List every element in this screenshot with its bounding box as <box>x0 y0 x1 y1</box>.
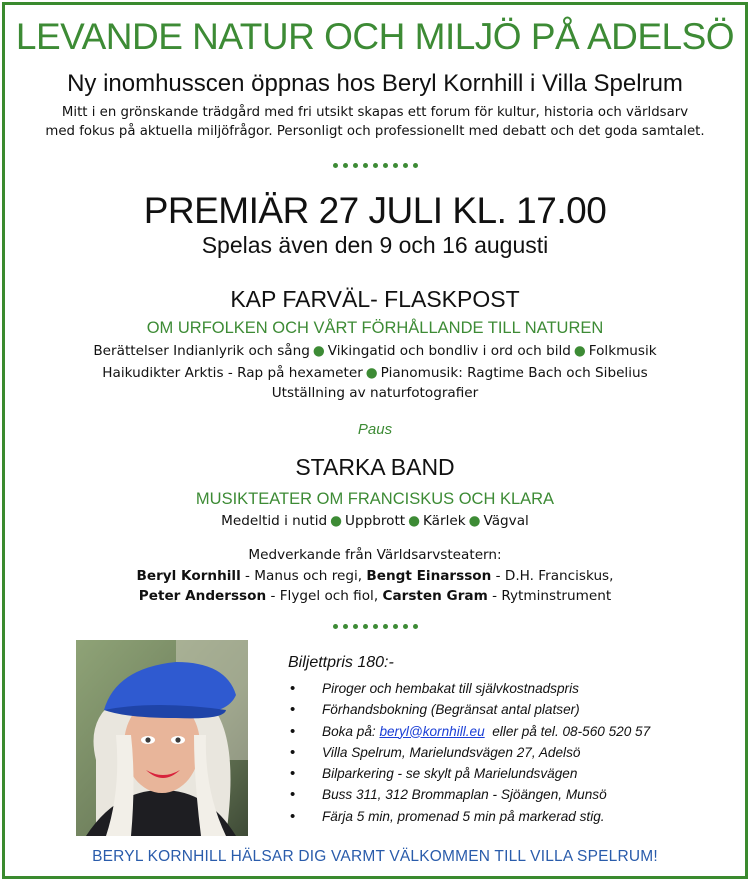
list-item: • Buss 311, 312 Brommaplan - Sjöängen, Munsö <box>288 784 728 805</box>
portrait-image <box>76 640 248 836</box>
list-item: • Färja 5 min, promenad 5 min på markerad stig. <box>288 806 728 827</box>
program-item: Medeltid i nutid <box>221 513 328 529</box>
dot-divider-2 <box>0 624 750 636</box>
credit-name: Beryl Kornhill <box>136 568 241 584</box>
program-item: Uppbrott <box>345 513 406 529</box>
program-item: Vikingatid och bondliv i ord och bild <box>327 343 571 359</box>
page-subtitle: Ny inomhusscen öppnas hos Beryl Kornhill i Villa Spelrum <box>67 70 683 97</box>
intro-line-1: Mitt i en grönskande trädgård med fri utsikt skapas ett forum för kultur, historia och världsarv <box>61 105 689 120</box>
premiere-heading: PREMIÄR 27 JULI KL. 17.00 <box>143 190 607 231</box>
bullet-icon: ● <box>468 513 481 529</box>
bullet-icon: ● <box>330 513 343 529</box>
list-item: • Bilparkering - se skylt på Marielundsvägen <box>288 763 728 784</box>
part1-title: KAP FARVÄL- FLASKPOST <box>230 286 520 312</box>
credit-role: - Flygel och fiol, <box>266 588 383 604</box>
credits-heading: Medverkande från Världsarvsteatern: <box>248 547 502 563</box>
part1-line-3: Utställning av naturfotografier <box>271 385 479 401</box>
part2-subtitle: MUSIKTEATER OM FRANCISKUS OCH KLARA <box>195 490 555 508</box>
program-item: Folkmusik <box>588 343 657 359</box>
credit-name: Bengt Einarsson <box>366 568 492 584</box>
bullet-icon: ● <box>365 365 378 381</box>
part2-line-1 <box>0 511 750 531</box>
ticket-price: Biljettpris 180:- <box>288 654 394 671</box>
credit-role: - Manus och regi, <box>240 568 367 584</box>
booking-phone: eller på tel. 08-560 520 57 <box>484 723 651 739</box>
pause-label: Paus <box>357 421 393 438</box>
intro-line-2: med fokus på aktuella miljöfrågor. Personligt och professionellt med debatt och det goda samtalet. <box>45 124 705 139</box>
credit-role: - Rytminstrument <box>487 588 612 604</box>
booking-label: Boka på: <box>322 723 380 739</box>
ticket-info-list <box>288 678 728 827</box>
list-item: • Förhandsbokning (Begränsat antal platser) <box>288 699 728 720</box>
program-item: Haikudikter Arktis - Rap på hexameter <box>102 365 363 381</box>
dot-divider-1 <box>0 163 750 175</box>
list-item-booking <box>288 721 728 742</box>
ticket-info <box>288 654 728 827</box>
page-title: LEVANDE NATUR OCH MILJÖ PÅ ADELSÖ <box>15 16 735 57</box>
bullet-icon: ● <box>312 343 325 359</box>
bullet-icon: ● <box>573 343 586 359</box>
footer-welcome: BERYL KORNHILL HÄLSAR DIG VARMT VÄLKOMMEN TILL VILLA SPELRUM! <box>92 848 658 865</box>
also-played-dates: Spelas även den 9 och 16 augusti <box>201 232 549 258</box>
bullet-icon: ● <box>408 513 420 529</box>
part2-title: STARKA BAND <box>295 454 455 480</box>
list-item: • Villa Spelrum, Marielundsvägen 27, Adelsö <box>288 742 728 763</box>
credit-name: Carsten Gram <box>382 588 488 604</box>
intro-text <box>20 103 730 141</box>
part1-line-1 <box>0 341 750 361</box>
booking-email-link[interactable]: beryl@kornhill.eu <box>379 723 485 739</box>
credits-line-2 <box>0 586 750 606</box>
program-item: Berättelser Indianlyrik och sång <box>93 343 310 359</box>
program-item: Vägval <box>483 513 529 529</box>
list-item: • Piroger och hembakat till självkostnadspris <box>288 678 728 699</box>
program-item: Pianomusik: Ragtime Bach och Sibelius <box>380 365 648 381</box>
credits-line-1 <box>0 566 750 586</box>
credit-role: - D.H. Franciskus, <box>491 568 614 584</box>
part1-line-2 <box>0 363 750 383</box>
part1-subtitle: OM URFOLKEN OCH VÅRT FÖRHÅLLANDE TILL NATUREN <box>146 319 604 337</box>
program-item: Kärlek <box>423 513 466 529</box>
credit-name: Peter Andersson <box>138 588 267 604</box>
portrait-photo <box>76 640 248 836</box>
